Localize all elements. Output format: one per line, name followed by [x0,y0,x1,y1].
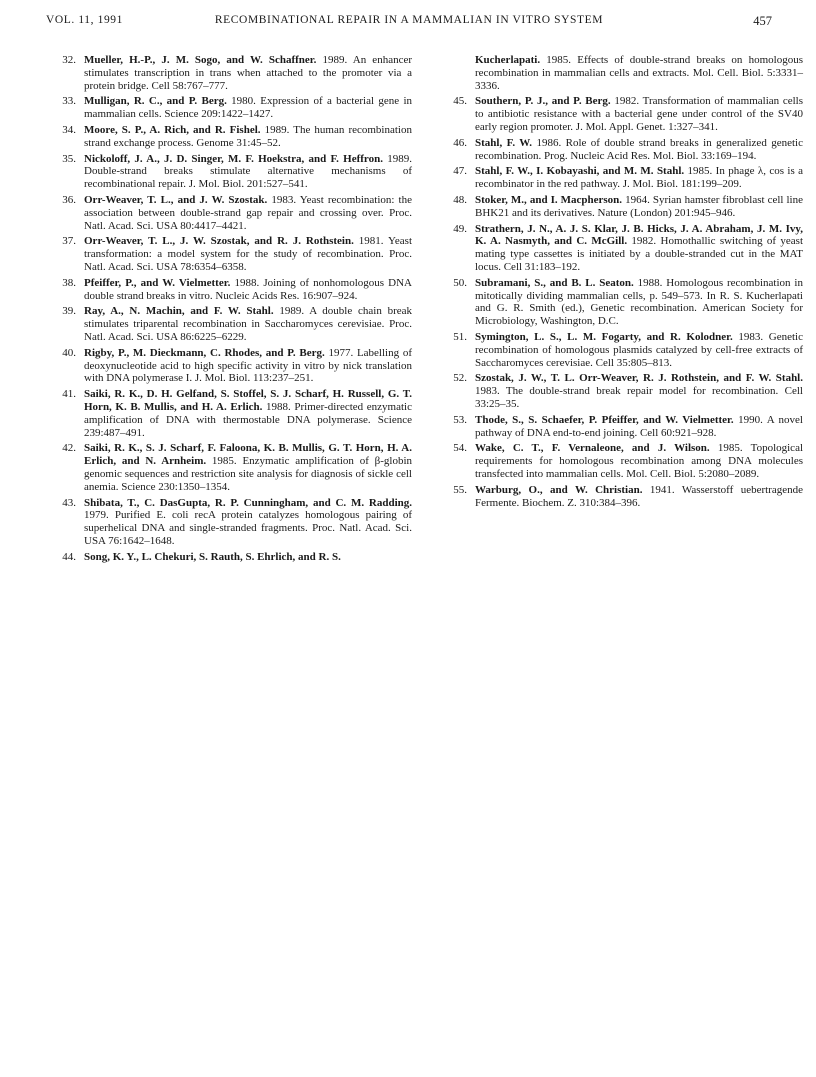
reference-item [453,276,803,328]
reference-authors: Stoker, M., and I. Macpherson. [475,193,623,206]
reference-item [62,193,412,232]
reference-text: 1941. Wasserstoff uebertragende Fermente. Biochem. Z. 310:384–396. [475,483,803,509]
reference-authors: Shibata, T., C. DasGupta, R. P. Cunningham, and C. M. Radding. [84,496,412,509]
reference-text: 1986. Role of double strand breaks in generalized genetic recombination. Prog. Nucleic Acid Res. Mol. Biol. 33:169–194. [475,136,803,162]
reference-item [453,372,803,410]
reference-item [62,496,412,548]
reference-item [62,152,413,191]
reference-authors: Nickoloff, J. A., J. D. Singer, M. F. Hoekstra, and F. Heffron. [84,152,383,165]
reference-item [453,165,803,191]
reference-authors: Szostak, J. W., T. L. Orr-Weaver, R. J. Rothstein, and F. W. Stahl. [475,372,803,385]
reference-authors: Wake, C. T., F. Vernaleone, and J. Wilson. [475,442,710,455]
reference-number: 51. [453,330,467,343]
running-title: RECOMBINATIONAL REPAIR IN A MAMMALIAN IN VITRO SYSTEM [214,14,604,26]
reference-item [62,54,412,92]
reference-number: 35. [62,152,76,165]
reference-number: 53. [453,413,467,426]
reference-text: 1990. A novel pathway of DNA end-to-end joining. Cell 60:921–928. [475,413,803,439]
reference-authors: Stahl, F. W., I. Kobayashi, and M. M. Stahl. [475,165,685,178]
reference-number: 38. [62,276,76,289]
running-header [46,14,772,28]
reference-text: 1977. Labelling of deoxynucleotide acid to high specific activity in vitro by nick translation with DNA polymerase I. J. Mol. Biol. 113:237–251. [84,346,412,385]
reference-column-right [453,54,804,512]
reference-text: 1983. Yeast recombination: the association between double-strand gap repair and crossing over. Proc. Natl. Acad. Sci. USA 80:4417–4421. [84,193,412,232]
reference-number: 33. [62,95,76,108]
reference-item [62,550,412,564]
reference-number: 42. [62,442,76,455]
reference-number: 43. [62,496,76,509]
reference-text: 1979. Purified E. coli recA protein catalyzes homologous pairing of superhelical DNA and single-stranded fragments. Proc. Natl. Acad. Sci. USA 76:1642–1648. [84,509,412,547]
reference-number: 34. [62,123,76,136]
reference-number: 44. [62,550,76,563]
reference-number: 55. [453,483,467,496]
reference-text: 1985. In phage λ, cos is a recombinator in the red pathway. J. Mol. Biol. 181:199–209. [475,165,803,191]
reference-text: 1989. An enhancer stimulates transcription in trans when attached to the promoter via a protein bridge. Cell 58:767–777. [84,54,412,92]
reference-text: 1985. Effects of double-strand breaks on homologous recombination in mammalian cells and extracts. Mol. Cell. Biol. 5:3331–3336. [475,54,803,92]
reference-number: 47. [453,165,467,178]
reference-authors: Saiki, R. K., S. J. Scharf, F. Faloona, K. B. Mullis, G. T. Horn, H. A. Erlich, and N. Arnheim. [84,442,412,468]
reference-authors: Moore, S. P., A. Rich, and R. Fishel. [84,123,261,136]
reference-text: 1983. Genetic recombination of homologous plasmids catalyzed by cell-free extracts of Saccharomyces cerevisiae. Cell 35:805–813. [475,330,803,369]
reference-authors: Rigby, P., M. Dieckmann, C. Rhodes, and P. Berg. [84,346,325,359]
reference-text: 1964. Syrian hamster fibroblast cell line BHK21 and its derivatives. Nature (London) 201:945–946. [475,193,803,219]
reference-text: 1980. Expression of a bacterial gene in mammalian cells. Science 209:1422–1427. [84,95,412,121]
reference-text: 1983. The double-strand break repair model for recombination. Cell 33:25–35. [475,385,803,410]
reference-text: 1988. Joining of nonhomologous DNA double strand breaks in vitro. Nucleic Acids Res. 16:907–924. [84,276,412,302]
reference-text: 1982. Transformation of mammalian cells to antibiotic resistance with a bacterial gene under control of the SV40 early region promoter. J. Mol. Appl. Genet. 1:327–341. [475,95,803,133]
reference-continuation [475,54,803,92]
reference-item [62,123,412,150]
reference-text: 1989. The human recombination strand exchange process. Genome 31:45–52. [84,123,412,149]
reference-number: 49. [453,222,467,235]
reference-authors: Strathern, J. N., A. J. S. Klar, J. B. Hicks, J. A. Abraham, J. M. Ivy, K. A. Nasmyth, and C. McGill. [475,222,803,248]
reference-item [62,276,412,303]
reference-item [453,442,804,480]
reference-authors: Symington, L. S., L. M. Fogarty, and R. Kolodner. [475,330,733,343]
reference-authors: Stahl, F. W. [475,136,533,149]
reference-item [62,235,412,273]
reference-authors: Saiki, R. K., D. H. Gelfand, S. Stoffel, S. J. Scharf, H. Russell, G. T. Horn, K. B. Mullis, and H. A. Erlich. [84,388,412,413]
reference-item [453,330,803,369]
reference-text: 1981. Yeast transformation: a model system for the study of recombination. Proc. Natl. Acad. Sci. USA 78:6354–6358. [84,235,412,273]
reference-authors: Southern, P. J., and P. Berg. [475,95,611,108]
reference-number: 46. [453,136,467,149]
reference-item [453,136,803,163]
reference-text: 1985. Topological requirements for homologous recombination among DNA molecules transfected into mammalian cells. Mol. Cell. Biol. 5:2080–2089. [475,442,804,480]
reference-number: 52. [453,372,467,385]
reference-column-left [62,54,413,566]
reference-number: 36. [62,193,76,206]
reference-item [453,193,803,220]
reference-item [62,95,412,121]
reference-item [453,222,804,274]
reference-authors: Warburg, O., and W. Christian. [475,483,643,496]
reference-item [453,413,803,440]
reference-number: 48. [453,193,467,206]
reference-text: 1989. A double chain break stimulates triparental recombination in Saccharomyces cerevisiae. Proc. Natl. Acad. Sci. USA 86:6225–6229. [84,305,412,343]
reference-number: 54. [453,442,467,455]
reference-number: 32. [62,54,76,66]
reference-number: 41. [62,388,76,401]
reference-text: 1988. Primer-directed enzymatic amplification of DNA with thermostable DNA polymerase. Science 239:487–491. [84,400,412,439]
reference-authors: Pfeiffer, P., and W. Vielmetter. [84,276,231,289]
reference-item [62,305,412,343]
reference-authors: Orr-Weaver, T. L., J. W. Szostak, and R. J. Rothstein. [84,235,354,248]
reference-authors: Orr-Weaver, T. L., and J. W. Szostak. [84,193,268,206]
reference-authors: Thode, S., S. Schaefer, P. Pfeiffer, and W. Vielmetter. [475,413,734,426]
reference-item [453,483,803,510]
reference-authors: Ray, A., N. Machin, and F. W. Stahl. [84,305,274,318]
volume-label: VOL. 11, 1991 [46,14,124,26]
reference-authors: Song, K. Y., L. Chekuri, S. Rauth, S. Ehrlich, and R. S. [84,550,341,563]
reference-authors: Mulligan, R. C., and P. Berg. [84,95,227,108]
reference-number: 50. [453,276,467,289]
reference-item [62,442,412,493]
reference-authors: Mueller, H.-P., J. M. Sogo, and W. Schaffner. [84,54,317,66]
reference-text: 1989. Double-strand breaks stimulate alternative mechanisms of recombinational repair. J. Mol. Biol. 201:527–541. [84,152,413,191]
reference-text: 1982. Homothallic switching of yeast mating type cassettes is initiated by a double-stranded cut in the MAT locus. Cell 31:183–192. [475,235,804,273]
reference-text: 1985. Enzymatic amplification of β-globin genomic sequences and restriction site analysis for diagnosis of sickle cell anemia. Science 230:1350–1354. [84,455,412,493]
reference-number: 39. [62,305,76,318]
reference-number: 40. [62,346,76,359]
page-number: 457 [753,14,772,28]
reference-number: 37. [62,235,76,248]
reference-text: 1988. Homologous recombination in mitotically dividing mammalian cells, p. 549–573. In R. S. Kucherlapati and G. R. Smith (ed.), Genetic recombination. American Society for Microbiology, Washington, D.C. [475,276,803,328]
reference-authors: Subramani, S., and B. L. Seaton. [475,276,634,289]
reference-item [453,95,803,133]
reference-number: 45. [453,95,467,108]
reference-item [62,388,412,439]
reference-authors: Kucherlapati. [475,54,541,66]
reference-item [62,346,412,385]
